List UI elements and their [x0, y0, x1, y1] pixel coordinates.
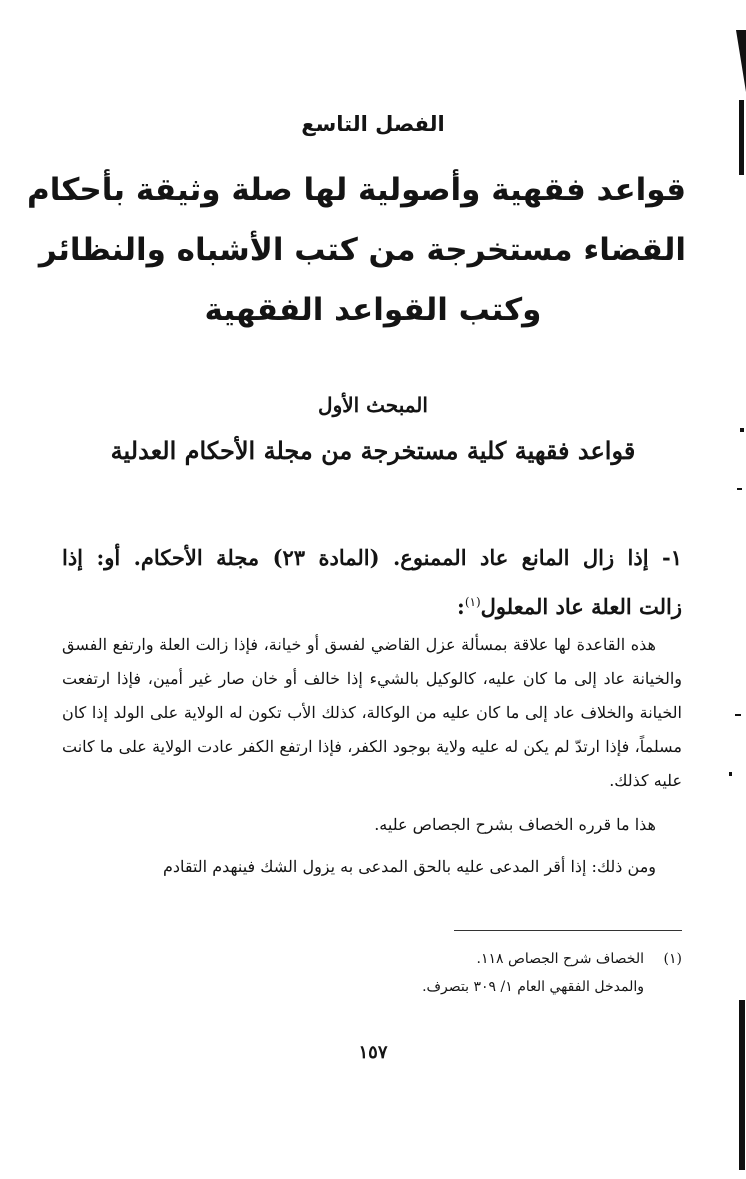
footnote-line — [62, 945, 682, 973]
rule-heading-colon: : — [457, 594, 465, 619]
rule-heading — [62, 536, 682, 629]
section-label: المبحث الأول — [318, 393, 428, 417]
scan-edge-mark — [737, 488, 742, 490]
chapter-title-line: قواعد فقهية وأصولية لها صلة وثيقة بأحكام — [27, 172, 686, 208]
footnote-reference[interactable]: (١) — [464, 595, 481, 609]
footnote-line — [62, 973, 682, 1001]
page-number: ١٥٧ — [358, 1042, 388, 1063]
footnotes — [62, 945, 682, 1001]
scan-edge-mark — [729, 772, 732, 776]
section-title: قواعد فقهية كلية مستخرجة من مجلة الأحكام العدلية — [110, 436, 636, 465]
scan-edge-mark — [739, 100, 744, 175]
rule-heading-text: زالت العلة عاد المعلول — [480, 594, 682, 619]
scan-edge-mark — [740, 428, 744, 432]
chapter-title-line: القضاء مستخرجة من كتب الأشباه والنظائر — [38, 232, 686, 268]
rule-heading-line: ١- إذا زال المانع عاد الممنوع. (المادة ٢٣) مجلة الأحكام. أو: إذا — [62, 545, 682, 570]
scan-edge-mark — [739, 1000, 745, 1170]
footnote-text: والمدخل الفقهي العام ١/ ٣٠٩ بتصرف. — [422, 979, 644, 995]
chapter-title-line: وكتب القواعد الفقهية — [204, 292, 542, 328]
chapter-label: الفصل التاسع — [301, 112, 445, 136]
body-text — [62, 628, 682, 884]
scan-edge-mark — [736, 30, 746, 92]
footnote-text: الخصاف شرح الجصاص ١١٨. — [476, 951, 644, 967]
paragraph: هذه القاعدة لها علاقة بمسألة عزل القاضي لفسق أو خيانة، فإذا زالت العلة وارتفع الفسق والخيانة عاد إلى ما كان عليه، كالوكيل بالشيء إذا خالف أو خان صار غير أمين، فإذا ارتفعت الخيانة والخلاف عاد إلى ما كان عليه من الوكالة، كذلك الأب تكون له الولاية على الولد إذا كان مسلماً، فإذا ارتدّ لم يكن له عليه ولاية بوجود الكفر، فإذا ارتفع الكفر عادت الولاية على ما كانت عليه كذلك. — [62, 635, 682, 790]
scan-edge-mark — [735, 714, 741, 716]
footnote-number: (١) — [663, 951, 682, 967]
chapter-title — [27, 160, 686, 340]
footnote-divider — [454, 930, 682, 931]
paragraph: ومن ذلك: إذا أقر المدعى عليه بالحق المدعى به يزول الشك فينهدم التقادم — [162, 857, 656, 876]
paragraph: هذا ما قرره الخصاف بشرح الجصاص عليه. — [374, 815, 656, 834]
rule-heading-line — [62, 580, 682, 629]
